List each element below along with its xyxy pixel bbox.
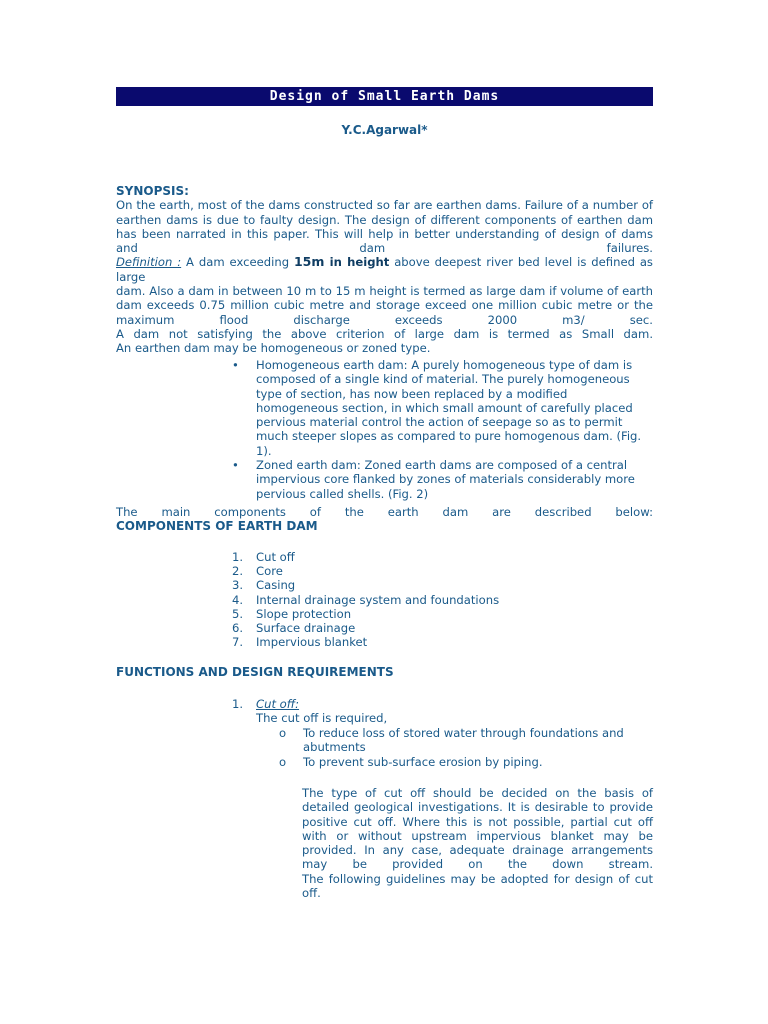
components-intro: The main components of the earth dam are described below: bbox=[116, 505, 653, 519]
height-bold-2: in height bbox=[324, 255, 390, 270]
small-dam-line: An earthen dam may be homogeneous or zoned type. bbox=[116, 341, 431, 356]
circle-bullet-icon: o bbox=[279, 726, 287, 740]
list-item: 4. Internal drainage system and foundations bbox=[232, 592, 500, 607]
cutoff-label: Cut off: bbox=[256, 697, 300, 711]
definition-label: Definition : bbox=[116, 255, 182, 270]
circle-bullet-icon: o bbox=[279, 754, 287, 769]
list-item: 6. Surface drainage bbox=[232, 621, 356, 636]
list-item: 1. Cut off bbox=[232, 550, 295, 564]
list-item: • Homogeneous earth dam: A purely homogeneous type of dam is composed of a single kind of material. The purely homogeneous type of section, has now been replaced by a modified homogeneous section, in which small amount of carefully placed pervious material control the action of seepage so as to permit much steeper slopes as compared to pure homogenous dam. (Fig. 1). bbox=[232, 358, 642, 458]
synopsis-section bbox=[116, 184, 653, 356]
cutoff-number: 1. bbox=[232, 697, 244, 711]
synopsis-line: has been narrated in this paper. This will help in better understanding of design of dams bbox=[116, 226, 653, 241]
cutoff-paragraph: The type of cut off should be decided on the basis of detailed geological investigations. It is desirable to provide positive cut off. Where this is not possible, partial cut off with or without upstream impervious blanket may be provided. In any case, adequate drainage arrangements may be provided on the down stream. The following guidelines may be adopted for design of cut off. bbox=[302, 786, 653, 901]
synopsis-line: and dam failures. bbox=[116, 241, 653, 256]
cutoff-item bbox=[232, 697, 652, 725]
list-item: 3. Casing bbox=[232, 578, 296, 593]
list-item: o To prevent sub-surface erosion by piping. bbox=[279, 754, 543, 769]
definition-line: Definition : A dam exceeding 15m in height above deepest river bed level is defined as large bbox=[116, 254, 653, 284]
synopsis-line: earthen dams is due to faulty design. The design of different components of earthen dam bbox=[116, 212, 653, 227]
cutoff-points bbox=[279, 726, 653, 769]
list-item: 2. Core bbox=[232, 564, 283, 579]
functions-section bbox=[116, 665, 653, 679]
bullet-icon: • bbox=[232, 358, 239, 372]
definition-line: maximum flood discharge exceeds 2000 m3/ sec. bbox=[116, 312, 653, 327]
definition-line: dam. Also a dam in between 10 m to 15 m height is termed as large dam if volume of earth bbox=[116, 284, 653, 299]
height-bold: 15m bbox=[293, 254, 325, 270]
list-item: • Zoned earth dam: Zoned earth dams are composed of a central impervious core flanked by zones of materials considerably more pervious called shells. (Fig. 2) bbox=[232, 458, 635, 501]
functions-heading: FUNCTIONS AND DESIGN REQUIREMENTS bbox=[116, 665, 394, 679]
dam-types-list bbox=[232, 358, 652, 501]
cutoff-intro: The cut off is required, bbox=[256, 711, 388, 726]
components-heading: COMPONENTS OF EARTH DAM bbox=[116, 519, 318, 534]
components-intro-section bbox=[116, 505, 653, 534]
small-dam-line: A dam not satisfying the above criterion of large dam is termed as Small dam. bbox=[116, 326, 653, 341]
components-list bbox=[232, 550, 652, 649]
list-item: 7. Impervious blanket bbox=[232, 635, 368, 650]
bullet-icon: • bbox=[232, 458, 239, 473]
author-name: Y.C.Agarwal* bbox=[341, 123, 428, 137]
definition-line: dam exceeds 0.75 million cubic metre and storage exceed one million cubic metre or the bbox=[116, 298, 653, 313]
document-title: Design of Small Earth Dams bbox=[116, 87, 653, 106]
list-item: 5. Slope protection bbox=[232, 606, 352, 621]
list-item: o To reduce loss of stored water through foundations and abutments bbox=[279, 726, 624, 755]
synopsis-line: On the earth, most of the dams constructed so far are earthen dams. Failure of a number of bbox=[116, 198, 653, 213]
synopsis-heading: SYNOPSIS: bbox=[116, 184, 189, 198]
